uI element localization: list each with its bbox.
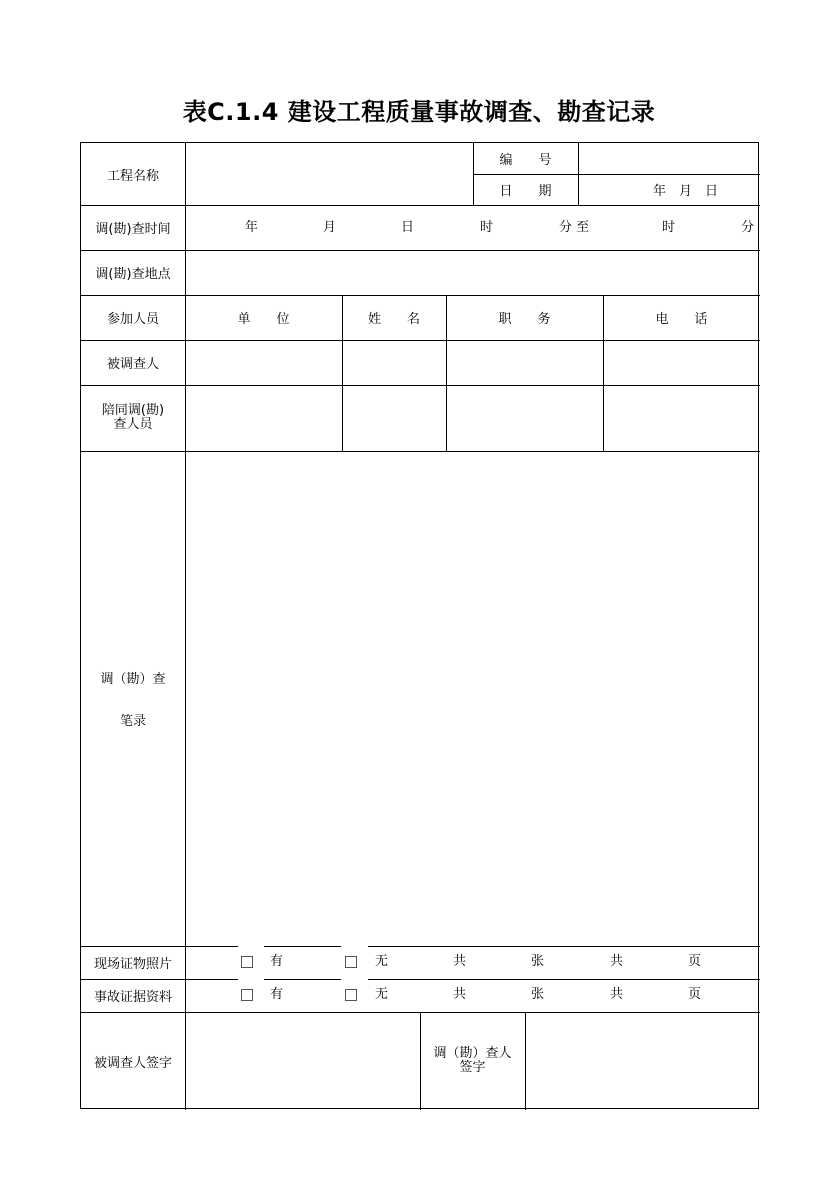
evidence-yes-checkbox[interactable] (241, 989, 253, 1001)
project-name-field[interactable] (185, 143, 473, 205)
number-field[interactable] (578, 143, 760, 174)
notes-label-line2: 笔录 (119, 714, 146, 729)
accompany-staff-label: 陪同调(勘) 查人员 (101, 403, 165, 432)
investigated-signature-label: 被调查人签字 (93, 1055, 172, 1071)
investigator-signature-field[interactable] (525, 1012, 760, 1110)
photos-no-label: 无 (375, 954, 389, 969)
notes-label-line1: 调（勘）查 (100, 672, 166, 687)
column-header-unit: 单 位 (237, 312, 290, 327)
minute-to-unit: 分 至 (559, 220, 590, 235)
divider (264, 979, 341, 980)
page-title: 表C.1.4 建设工程质量事故调查、勘查记录 (182, 98, 656, 126)
investigated-phone-field[interactable] (603, 340, 760, 385)
evidence-sheets-unit: 张 (531, 987, 545, 1002)
notes-label (81, 451, 185, 946)
accompany-phone-field[interactable] (603, 385, 760, 451)
location-field[interactable] (185, 250, 760, 295)
investigated-name-field[interactable] (342, 340, 446, 385)
column-header-position: 职 务 (498, 312, 551, 327)
divider (368, 979, 760, 980)
investigation-record-table (80, 142, 759, 1109)
date-label: 日 期 (499, 184, 552, 199)
photos-pages-unit: 页 (688, 954, 702, 969)
column-header-phone: 电 话 (655, 312, 708, 327)
location-label: 调(勘)查地点 (95, 267, 171, 282)
evidence-no-checkbox[interactable] (345, 989, 357, 1001)
divider (264, 946, 341, 947)
evidence-yes-label: 有 (270, 987, 284, 1002)
time-label: 调(勘)查时间 (95, 222, 171, 237)
notes-field[interactable] (185, 451, 760, 946)
column-header-name: 姓 名 (367, 312, 420, 327)
investigated-signature-field[interactable] (185, 1012, 420, 1110)
evidence-pages-unit: 页 (688, 987, 702, 1002)
photos-yes-checkbox[interactable] (241, 956, 253, 968)
project-name-label: 工程名称 (106, 168, 159, 184)
investigated-person-label: 被调查人 (106, 357, 159, 372)
photos-yes-label: 有 (270, 954, 284, 969)
photos-no-checkbox[interactable] (345, 956, 357, 968)
day-unit: 日 (401, 220, 415, 235)
hour-unit: 时 (480, 220, 494, 235)
evidence-total-label-2: 共 (610, 987, 624, 1002)
month-unit: 月 (323, 220, 337, 235)
photos-label: 现场证物照片 (93, 957, 172, 972)
photos-total-label: 共 (453, 954, 467, 969)
investigator-signature-label: 调（勘）查人 签字 (433, 1046, 512, 1075)
participants-label: 参加人员 (106, 312, 159, 327)
hour-unit-2: 时 (662, 220, 676, 235)
accompany-name-field[interactable] (342, 385, 446, 451)
divider (368, 946, 760, 947)
evidence-label: 事故证据资料 (93, 990, 172, 1005)
accompany-unit-field[interactable] (185, 385, 342, 451)
number-label: 编 号 (499, 153, 552, 168)
date-field[interactable]: 年 月 日 (652, 184, 718, 199)
investigated-unit-field[interactable] (185, 340, 342, 385)
evidence-no-label: 无 (375, 987, 389, 1002)
investigated-position-field[interactable] (446, 340, 603, 385)
evidence-total-label: 共 (453, 987, 467, 1002)
minute-unit-2: 分 (741, 220, 755, 235)
year-unit: 年 (245, 220, 259, 235)
accompany-position-field[interactable] (446, 385, 603, 451)
photos-total-label-2: 共 (610, 954, 624, 969)
photos-sheets-unit: 张 (531, 954, 545, 969)
